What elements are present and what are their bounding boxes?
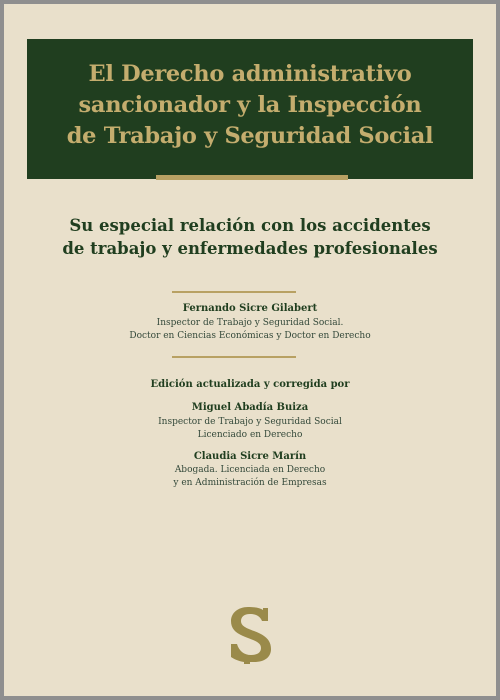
reviser-credentials bbox=[44, 416, 456, 442]
credential-line: y en Administración de Empresas bbox=[173, 478, 327, 488]
author-name: Fernando Sicre Gilabert bbox=[182, 303, 318, 314]
credential-line: Inspector de Trabajo y Seguridad Social. bbox=[156, 318, 344, 328]
credential-line: Abogada. Licenciada en Derecho bbox=[174, 465, 326, 475]
credential-line: Doctor en Ciencias Económicas y Doctor en Derecho bbox=[129, 331, 371, 341]
credential-line: Licenciado en Derecho bbox=[197, 430, 303, 440]
title-line: de Trabajo y Seguridad Social bbox=[66, 123, 434, 149]
book-subtitle bbox=[24, 214, 476, 260]
title-underline-bar bbox=[156, 175, 348, 180]
divider bbox=[172, 356, 296, 358]
subtitle-line: Su especial relación con los accidentes bbox=[69, 216, 431, 235]
author-credentials bbox=[44, 317, 456, 343]
publisher-logo-icon bbox=[228, 604, 274, 664]
reviser-name: Miguel Abadía Buiza bbox=[191, 402, 309, 413]
edition-note: Edición actualizada y corregida por bbox=[150, 379, 350, 390]
title-line: El Derecho administrativo bbox=[88, 61, 412, 87]
credential-line: Inspector de Trabajo y Seguridad Social bbox=[158, 417, 342, 427]
reviser-credentials bbox=[44, 464, 456, 490]
book-title bbox=[45, 59, 455, 152]
title-panel bbox=[27, 39, 473, 179]
divider bbox=[172, 291, 296, 293]
subtitle-line: de trabajo y enfermedades profesionales bbox=[62, 239, 438, 258]
book-cover bbox=[4, 4, 496, 696]
reviser-name: Claudia Sicre Marín bbox=[193, 451, 307, 462]
title-line: sancionador y la Inspección bbox=[78, 92, 422, 118]
